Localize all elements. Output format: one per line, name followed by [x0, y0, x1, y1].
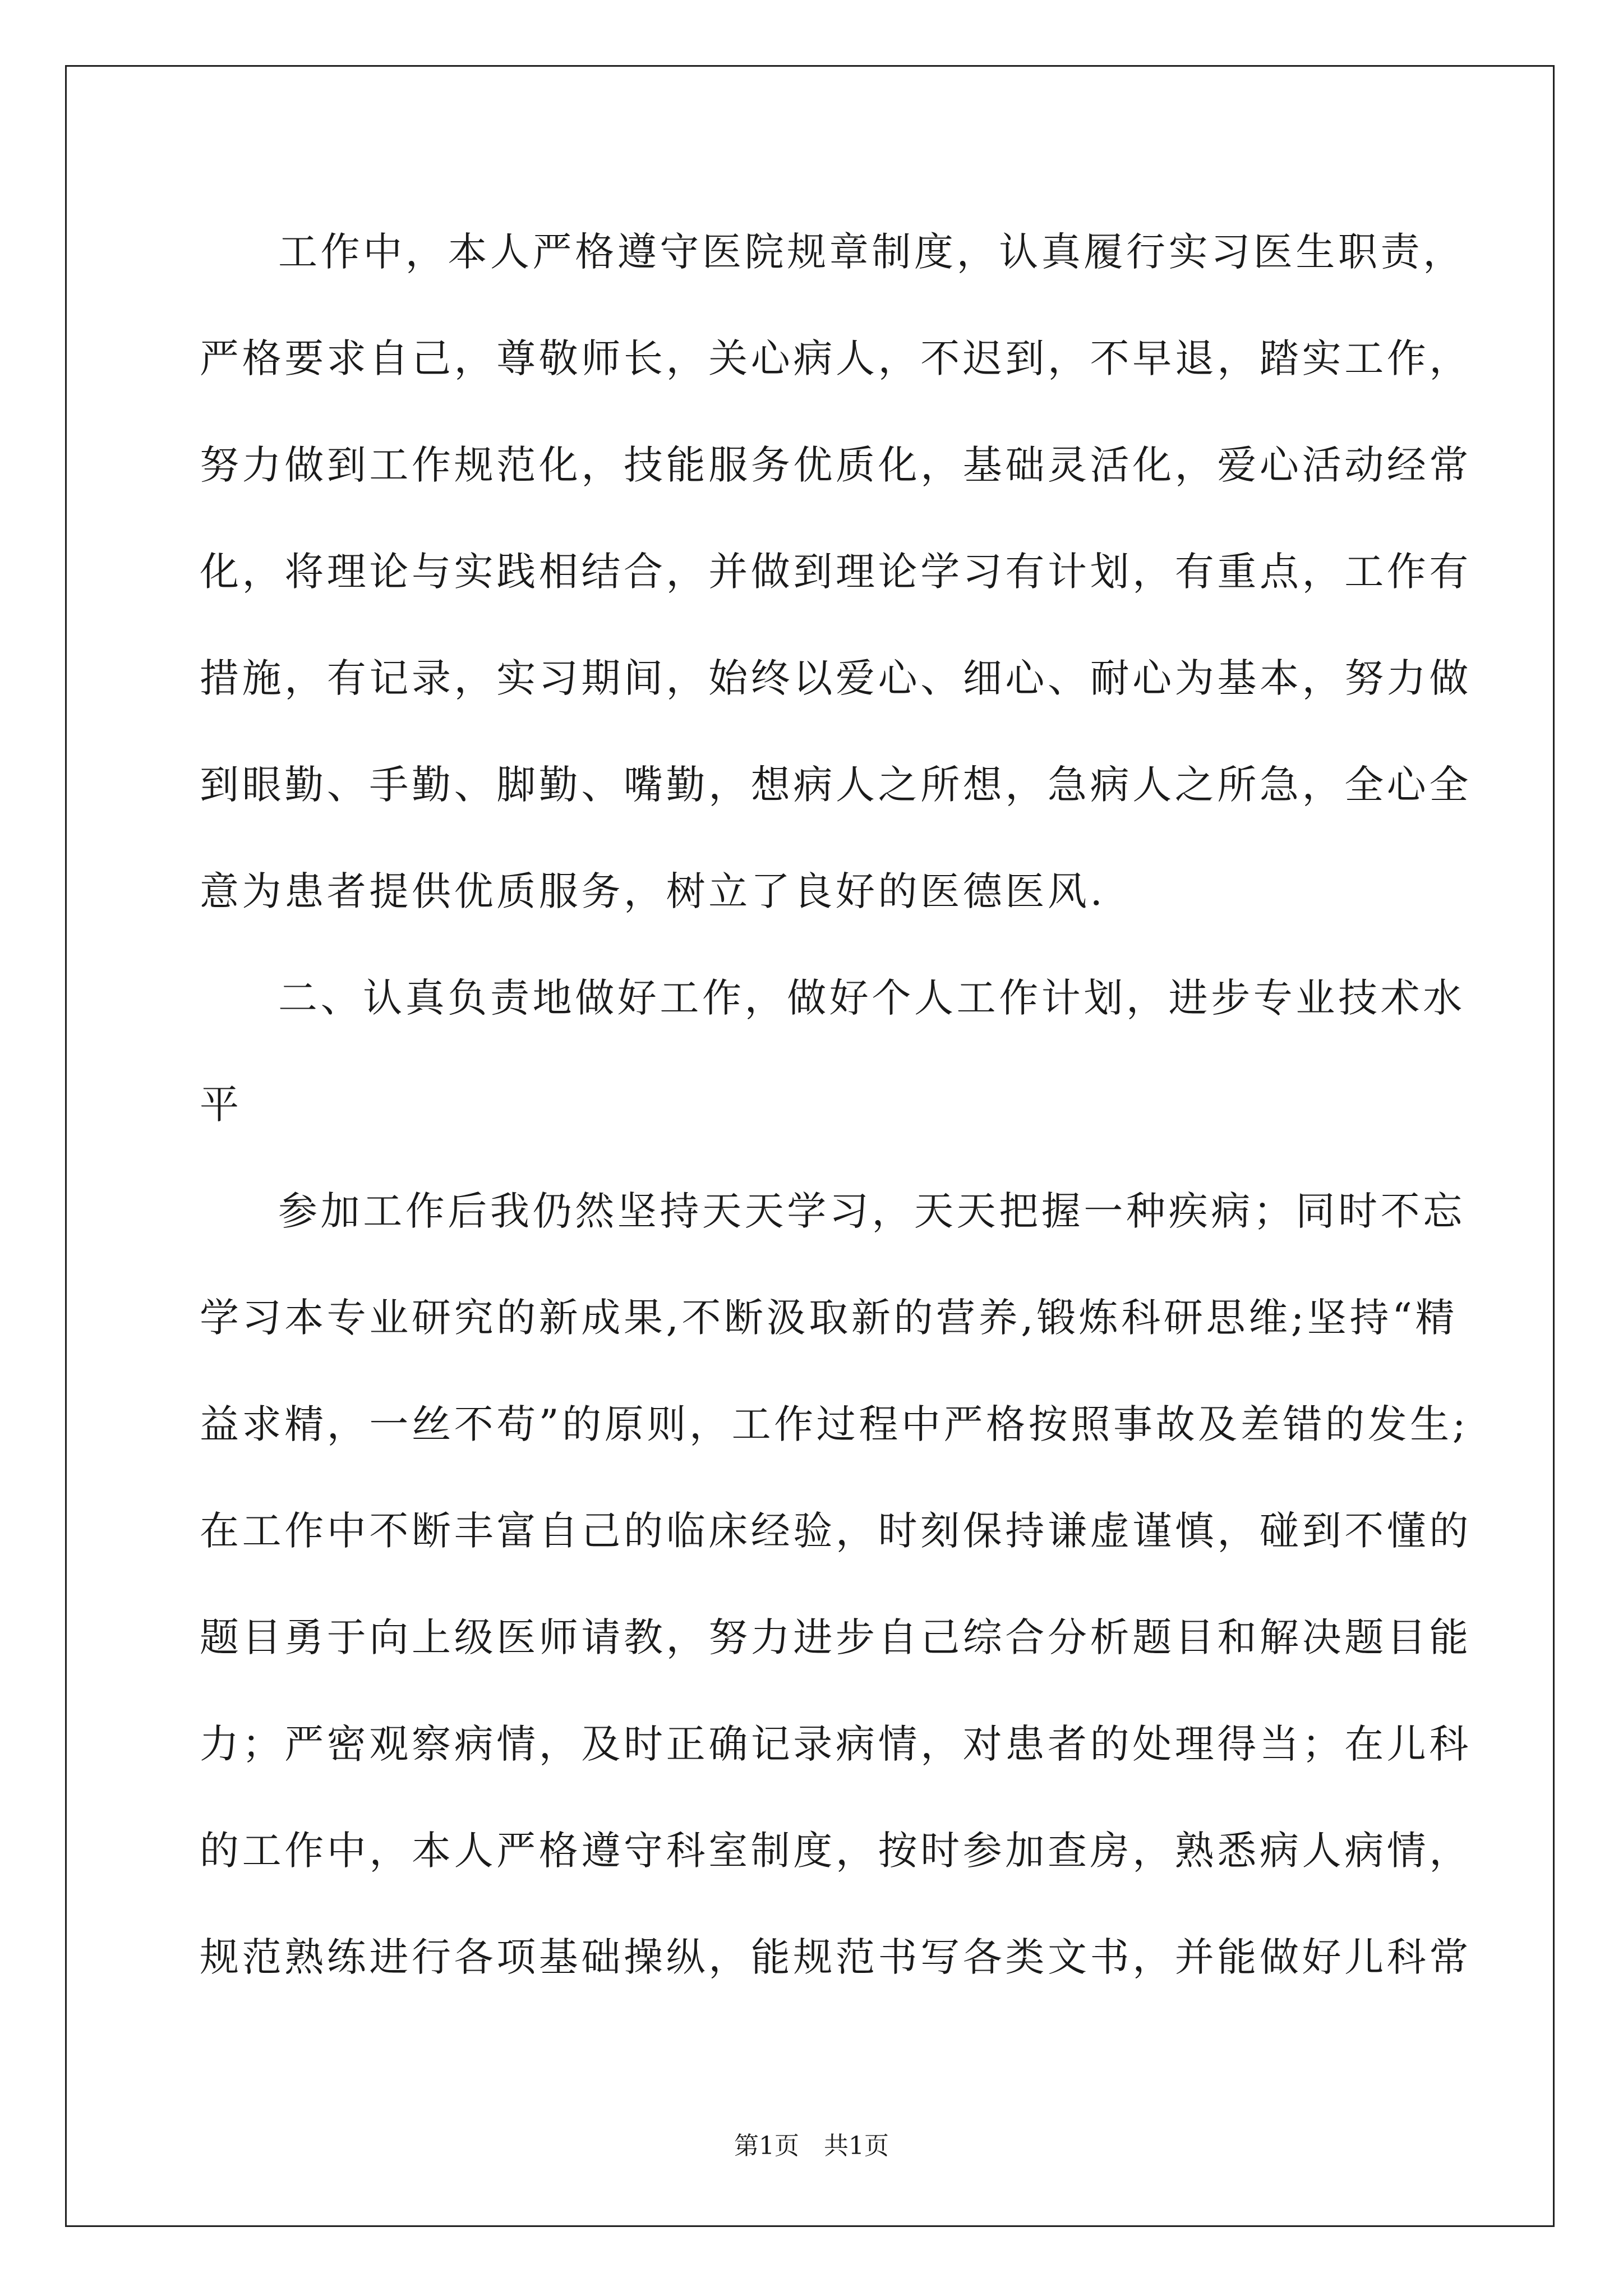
text-line: 意为患者提供优质服务，树立了良好的医德医风.: [200, 868, 1106, 914]
section-heading-line: 平: [200, 1082, 242, 1128]
text-line: 力；严密观察病情，及时正确记录病情，对患者的处理得当；在儿科: [200, 1721, 1472, 1767]
text-line: 在工作中不断丰富自己的临床经验，时刻保持谦虚谨慎，碰到不懂的: [200, 1508, 1472, 1554]
text-line: 题目勇于向上级医师请教，努力进步自己综合分析题目和解决题目能: [200, 1614, 1472, 1660]
text-line: 学习本专业研究的新成果,不断汲取新的营养,锻炼科研思维;坚持“精: [200, 1295, 1458, 1341]
page-number: 第1页: [734, 2132, 799, 2160]
text-line: 的工作中，本人严格遵守科室制度，按时参加查房，熟悉病人病情，: [200, 1828, 1472, 1874]
text-line: 化，将理论与实践相结合，并做到理论学习有计划，有重点，工作有: [200, 549, 1472, 595]
text-line: 工作中，本人严格遵守医院规章制度，认真履行实习医生职责，: [278, 229, 1465, 275]
page-total: 共1页: [824, 2132, 889, 2160]
section-heading-line: 二、认真负责地做好工作，做好个人工作计划，进步专业技术水: [278, 975, 1465, 1021]
text-line: 到眼勤、手勤、脚勤、嘴勤，想病人之所想，急病人之所急，全心全: [200, 762, 1472, 808]
text-line: 严格要求自己，尊敬师长，关心病人，不迟到，不早退，踏实工作，: [200, 335, 1472, 381]
text-line: 参加工作后我仍然坚持天天学习，天天把握一种疾病；同时不忘: [278, 1188, 1465, 1234]
text-line: 措施，有记录，实习期间，始终以爱心、细心、耐心为基本，努力做: [200, 655, 1472, 701]
text-line: 益求精，一丝不苟”的原则，工作过程中严格按照事故及差错的发生;: [200, 1401, 1469, 1447]
document-body: [200, 199, 1472, 2010]
page-footer: [0, 2129, 1623, 2163]
text-line: 规范熟练进行各项基础操纵，能规范书写各类文书，并能做好儿科常: [200, 1934, 1472, 1980]
text-line: 努力做到工作规范化，技能服务优质化，基础灵活化，爱心活动经常: [200, 442, 1472, 488]
